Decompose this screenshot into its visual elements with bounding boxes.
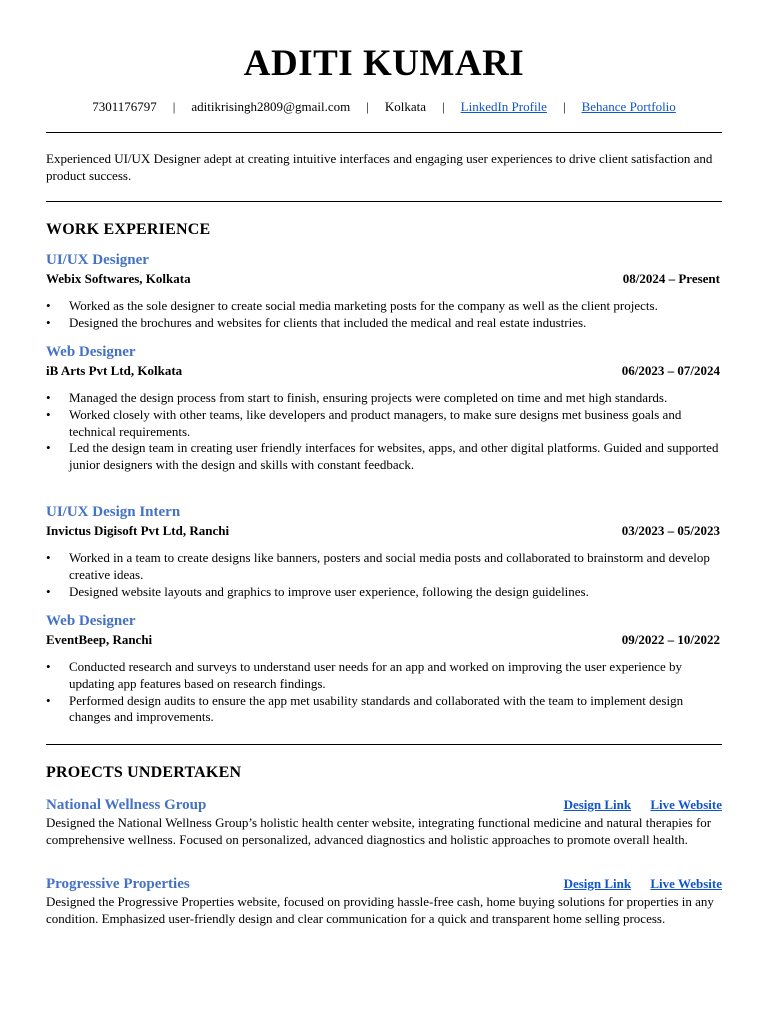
project-title: National Wellness Group [46, 797, 207, 813]
projects-heading: PROECTS UNDERTAKEN [46, 764, 242, 781]
behance-link[interactable]: Behance Portfolio [581, 99, 676, 114]
linkedin-link[interactable]: LinkedIn Profile [460, 99, 547, 114]
live-website-link[interactable]: Live Website [650, 876, 722, 891]
phone-number: 7301176797 [92, 99, 157, 114]
project-title: Progressive Properties [46, 876, 190, 892]
professional-summary: Experienced UI/UX Designer adept at creating intuitive interfaces and engaging user experiences to drive client satisfaction and product success. [46, 151, 713, 183]
job-bullets [46, 390, 722, 474]
job-meta [46, 362, 722, 380]
job-entry [46, 503, 722, 600]
job-bullets [46, 298, 722, 332]
work-experience-heading: WORK EXPERIENCE [46, 221, 211, 238]
contact-line [0, 99, 768, 115]
location: Kolkata [384, 99, 427, 114]
job-title: Web Designer [46, 613, 136, 629]
divider [46, 744, 722, 745]
job-bullets [46, 550, 722, 600]
separator: | [366, 99, 369, 114]
job-dates: 08/2024 – Present [622, 271, 720, 286]
bullet-item: • Performed design audits to ensure the app met usability standards and collaborated with the team to implement design changes and improvements. [46, 693, 722, 727]
job-entry [46, 251, 722, 332]
job-entry [46, 612, 722, 726]
separator: | [442, 99, 445, 114]
bullet-item: • Led the design team in creating user friendly interfaces for websites, apps, and other digital platforms. Guided and supported junior designers with the design and skills with constant feedback. [46, 440, 722, 474]
job-title: UI/UX Design Intern [46, 504, 181, 520]
divider [46, 132, 722, 133]
job-title: UI/UX Designer [46, 252, 149, 268]
bullet-item: • Managed the design process from start to finish, ensuring projects were completed on time and met high standards. [46, 390, 722, 407]
live-website-link[interactable]: Live Website [650, 797, 722, 812]
project-description: Designed the Progressive Properties website, focused on providing hassle-free cash, home buying solutions for properties in any condition. Emphasized user-friendly design and clear communication for a quick and transparent home selling process. [46, 894, 714, 926]
design-link[interactable]: Design Link [563, 797, 632, 812]
company-name: Webix Softwares, Kolkata [46, 271, 191, 286]
job-meta [46, 631, 722, 649]
job-title: Web Designer [46, 344, 136, 360]
separator: | [172, 99, 176, 114]
bullet-item: • Worked closely with other teams, like developers and product managers, to make sure designs met business goals and technical requirements. [46, 407, 722, 441]
project-links [548, 797, 722, 813]
bullet-item: • Worked in a team to create designs like banners, posters and social media posts and collaborated to brainstorm and develop creative ideas. [46, 550, 722, 584]
separator: | [562, 99, 566, 114]
project-links [548, 876, 722, 892]
email-address: aditikrisingh2809@gmail.com [191, 99, 351, 114]
bullet-item: • Conducted research and surveys to understand user needs for an app and worked on improving the user experience by updating app features based on research findings. [46, 659, 722, 693]
company-name: Invictus Digisoft Pvt Ltd, Ranchi [46, 523, 230, 538]
project-entry [46, 796, 722, 848]
job-meta [46, 522, 722, 540]
design-link[interactable]: Design Link [563, 876, 632, 891]
bullet-item: • Designed website layouts and graphics to improve user experience, following the design guidelines. [46, 584, 722, 601]
project-header [46, 796, 722, 815]
divider [46, 201, 722, 202]
job-dates: 03/2023 – 05/2023 [621, 523, 720, 538]
bullet-item: • Worked as the sole designer to create social media marketing posts for the company as well as the client projects. [46, 298, 722, 315]
bullet-item: • Designed the brochures and websites for clients that included the medical and real estate industries. [46, 315, 722, 332]
company-name: iB Arts Pvt Ltd, Kolkata [46, 363, 183, 378]
project-header [46, 875, 722, 894]
company-name: EventBeep, Ranchi [46, 632, 153, 647]
project-entry [46, 875, 722, 927]
job-entry [46, 343, 722, 474]
job-dates: 09/2022 – 10/2022 [621, 632, 720, 647]
job-bullets [46, 659, 722, 726]
candidate-name: ADITI KUMARI [243, 43, 525, 84]
project-description: Designed the National Wellness Group’s holistic health center website, integrating functional medicine and natural therapies for comprehensive wellness. Focused on personalized, advanced diagnostics and holistic approaches to promote overall health. [46, 815, 712, 847]
job-dates: 06/2023 – 07/2024 [621, 363, 720, 378]
job-meta [46, 270, 722, 288]
